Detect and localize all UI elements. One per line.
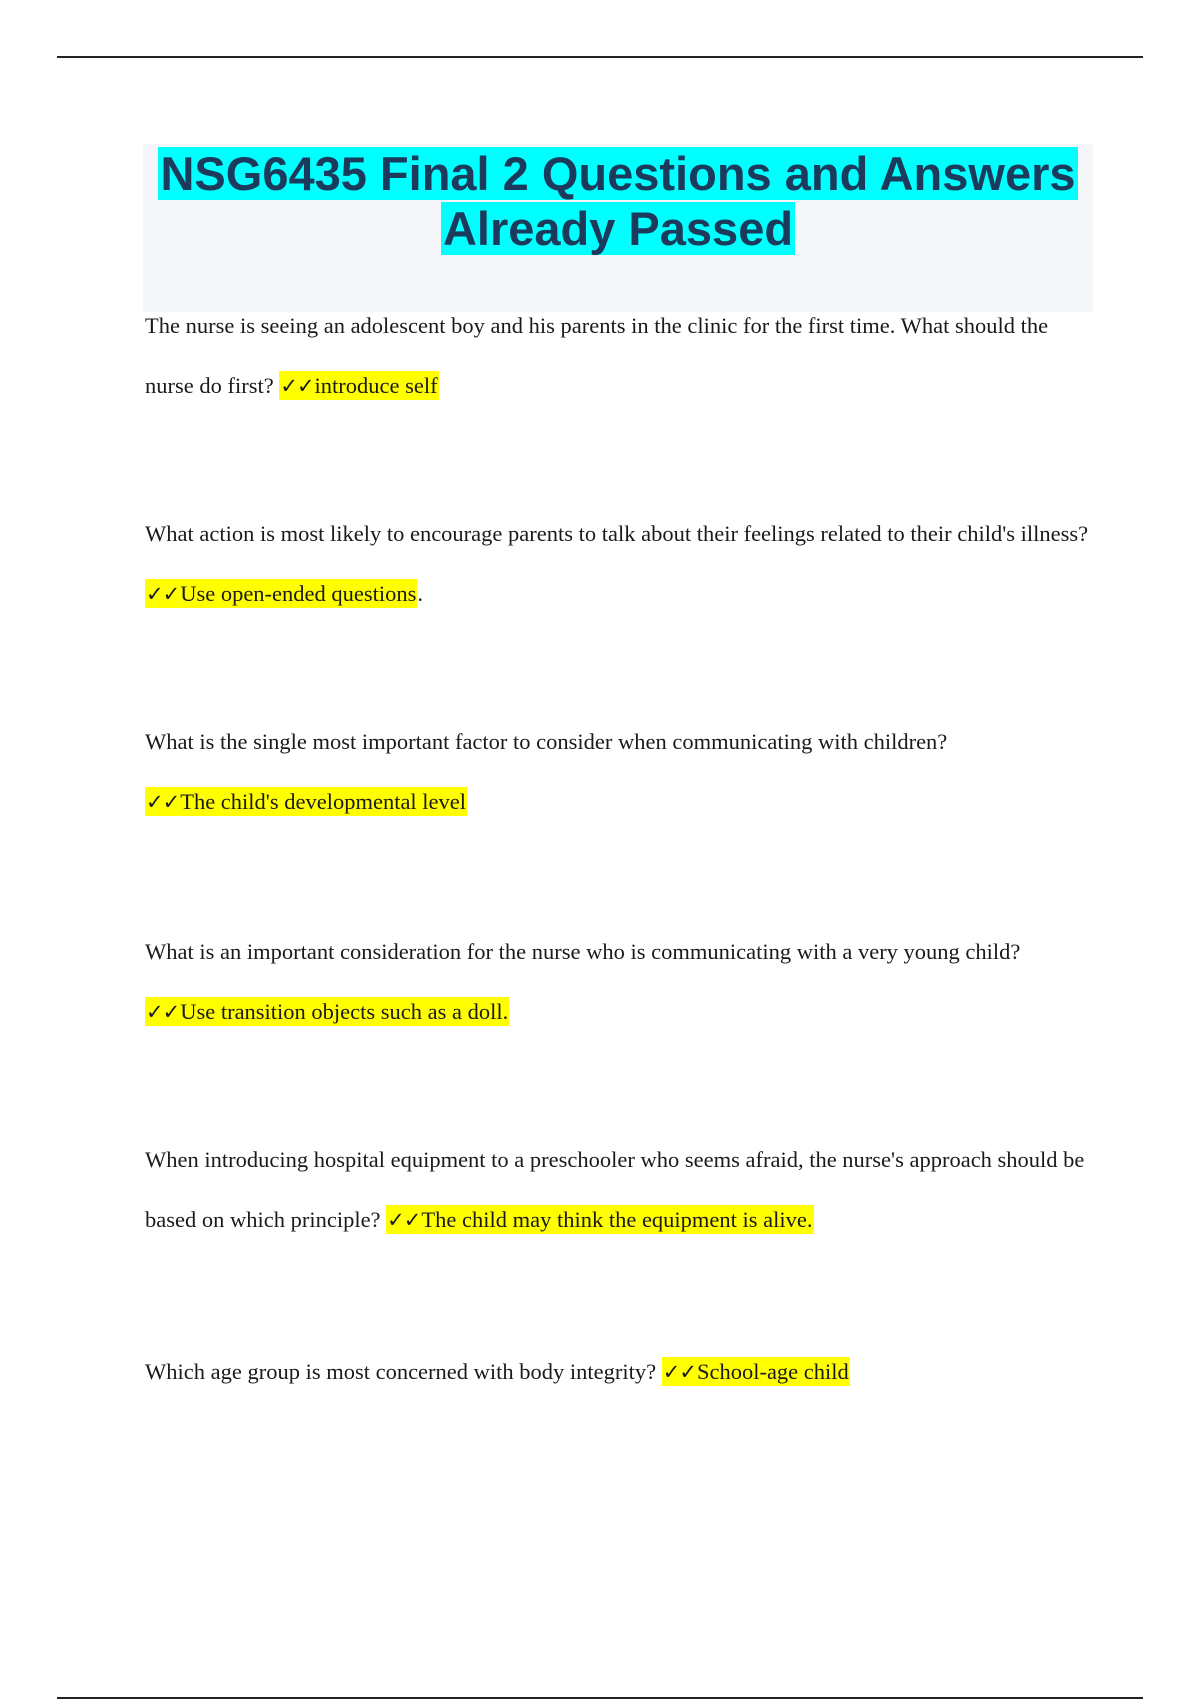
question-text: What is the single most important factor to consider when communicating with children? (145, 729, 948, 754)
document-title (143, 144, 1093, 256)
qa-item (145, 1130, 1095, 1250)
answer-text: Use transition objects such as a doll. (180, 999, 509, 1024)
answer-highlight (279, 371, 438, 400)
qa-item (145, 712, 1095, 832)
answer-text: introduce self (314, 373, 438, 398)
double-check-icon: ✓✓ (280, 374, 314, 398)
answer-highlight (145, 997, 509, 1026)
qa-item (145, 504, 1095, 624)
double-check-icon: ✓✓ (146, 582, 180, 606)
answer-text: School-age child (696, 1359, 849, 1384)
question-text: The nurse is seeing an adolescent boy and his parents in the clinic for the first time. What should the nurse do first? (145, 313, 1049, 398)
answer-text: The child may think the equipment is alive. (421, 1207, 813, 1232)
bottom-rule (57, 1697, 1143, 1699)
answer-text: Use open-ended questions (180, 581, 417, 606)
answer-trailing: . (417, 581, 424, 606)
answer-highlight (145, 787, 467, 816)
answer-text: The child's developmental level (180, 789, 467, 814)
question-text: What action is most likely to encourage parents to talk about their feelings related to their child's illness? (145, 521, 1089, 546)
qa-item (145, 296, 1095, 416)
answer-highlight (662, 1357, 850, 1386)
qa-item (145, 1342, 1095, 1402)
question-text: What is an important consideration for the nurse who is communicating with a very young child? (145, 939, 1021, 964)
title-line-2: Already Passed (442, 202, 794, 255)
top-rule (57, 56, 1143, 58)
question-text: When introducing hospital equipment to a preschooler who seems afraid, the nurse's approach should be based on which principle? (145, 1147, 1085, 1232)
qa-item (145, 922, 1095, 1042)
double-check-icon: ✓✓ (387, 1208, 421, 1232)
double-check-icon: ✓✓ (662, 1360, 696, 1384)
title-block (143, 144, 1093, 312)
double-check-icon: ✓✓ (146, 1000, 180, 1024)
question-text: Which age group is most concerned with body integrity? (145, 1359, 662, 1384)
title-line-1: NSG6435 Final 2 Questions and Answers (160, 147, 1076, 200)
answer-highlight (386, 1205, 813, 1234)
double-check-icon: ✓✓ (146, 790, 180, 814)
answer-highlight (145, 579, 417, 608)
